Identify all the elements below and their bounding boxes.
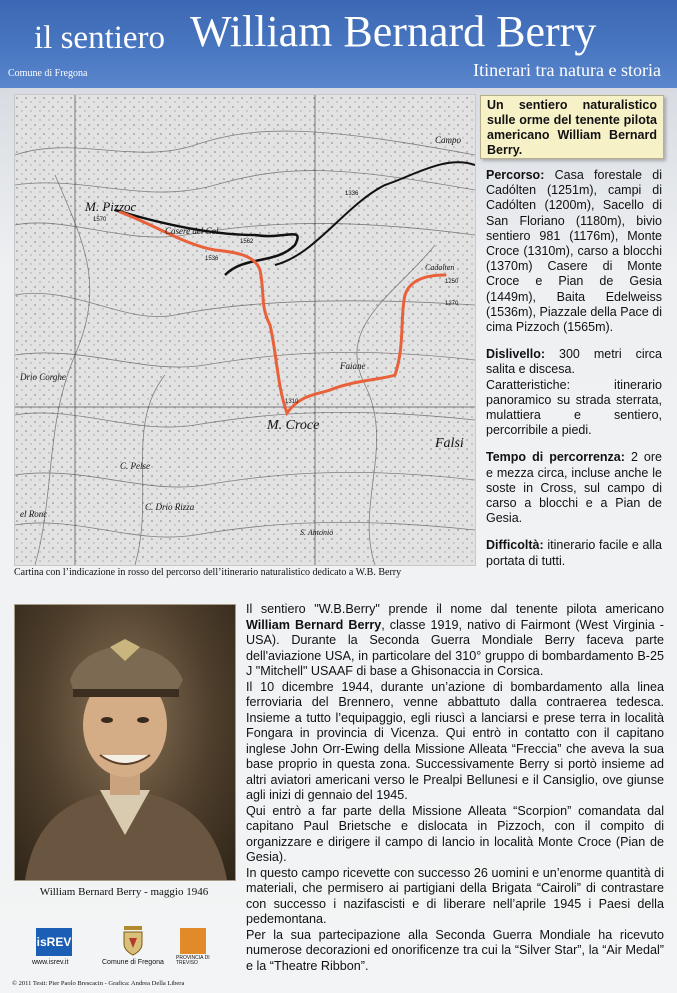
portrait-photo: [14, 604, 236, 881]
percorso-label: Percorso:: [486, 168, 545, 182]
map-label-drio-corghe: Drio Corghe: [20, 372, 66, 382]
comune-crest-icon: [120, 924, 146, 956]
biography: [246, 602, 664, 974]
subtitle: Itinerari tra natura e storia: [473, 60, 661, 80]
intro-box: Un sentiero naturalistico sulle orme del tenente pilota americano William Bernard Berry.: [480, 95, 664, 159]
elevation-label: 1562: [240, 239, 254, 245]
difficolta-label: Difficoltà:: [486, 538, 544, 553]
map-caption: Cartina con l’indicazione in rosso del percorso dell’itinerario naturalistico dedicato a W.B. Berry: [14, 567, 402, 578]
tempo-section: [486, 450, 662, 526]
elevation-label: 1250: [445, 279, 459, 285]
elevation-label: 1536: [205, 256, 219, 262]
page-title: William Bernard Berry: [190, 7, 597, 56]
tempo-text: 2 ore e mezza circa, incluse anche le soste in Cross, sul campo di carso a blocchi e a Pian de Gesia.: [486, 450, 662, 526]
map-label-casere: Casere del Col: [165, 226, 219, 236]
map-label-drio-rizza: C. Drio Rizza: [145, 502, 195, 512]
photo-caption: William Bernard Berry - maggio 1946: [39, 886, 209, 898]
bio-text: Il sentiero "W.B.Berry" prende il nome dal tenente pilota americano: [246, 602, 664, 616]
dislivello-text: 300 metri circa salita e discesa.: [486, 347, 662, 377]
isrev-url: www.isrev.it: [32, 959, 69, 966]
provincia-logo: [180, 928, 206, 954]
map-label-cadolten: Cadolten: [425, 263, 455, 272]
dislivello-section: [486, 347, 662, 438]
trail-map: [14, 94, 476, 566]
percorso-section: [486, 168, 662, 335]
elevation-label: 1570: [93, 217, 107, 223]
bio-paragraph: In questo campo ricevette con successo 26 uomini e un’enorme quantità di materiali, che permisero ai partigiani della Brigata “Cairoli” di contrastare con successo i nazifascisti e di liberare nell’aprile 1945 i Paesi della pedemontana.: [246, 865, 664, 926]
tempo-label: Tempo di percorrenza:: [486, 450, 625, 465]
caratteristiche-text: Caratteristiche: itinerario panoramico su strada sterrata, mulattiera e sentiero, percorribile a piedi.: [486, 377, 662, 438]
map-label-faiane: Faiane: [340, 361, 366, 371]
credits: © 2011 Testi: Pier Paolo Brescacin - Grafica: Andrea Della Libera: [12, 980, 185, 987]
bio-paragraph: Per la sua partecipazione alla Seconda Guerra Mondiale ha ricevuto numerose decorazioni ed onorificenze tra cui la “Silver Star”, la “Air Medal” e la “Theatre Ribbon”.: [246, 927, 664, 973]
title-prefix: il sentiero: [34, 20, 166, 56]
trail-info: [486, 168, 662, 581]
header-banner: [0, 0, 677, 88]
map-drawing: [15, 95, 475, 565]
bio-paragraph: Qui entrò a far parte della Missione Alleata “Scorpion” comandata dal capitano Paul Brietsche e dislocata in Pizzoch, con il compito di organizzare e dirigere il campo di lancio in località Monte Croce (Pian de Gesia).: [246, 803, 664, 864]
isrev-logo: isREV: [36, 928, 72, 956]
map-label-ronc: el Ronc: [20, 509, 48, 519]
comune-logo-label: Comune di Fregona: [102, 959, 164, 966]
percorso-text: Casa forestale di Cadólten (1251m), campi di Cadólten (1200m), Sacello di San Floriano (1180m), bivio sentiero 981 (1176m), Monte Croce (1310m), carso a blocchi (1370m) Casere di Monte Croce e Pian de Gesia (1449m), Baita Edelweiss (1536m), Piazzale della Pace di cima Pizzoch (1565m).: [486, 168, 662, 335]
comune-label: Comune di Fregona: [8, 68, 88, 79]
map-label-antonio: S. Antonio: [300, 528, 334, 537]
elevation-label: 1270: [445, 301, 459, 307]
elevation-label: 1310: [285, 399, 299, 405]
portrait-drawing: [15, 605, 235, 880]
difficolta-text: itinerario facile e alla portata di tutti.: [486, 538, 662, 568]
dislivello-label: Dislivello:: [486, 347, 546, 362]
sponsor-logos: [30, 924, 230, 974]
elevation-label: 1336: [345, 191, 359, 197]
map-label-croce: M. Croce: [267, 418, 320, 433]
bio-text: , classe 1919, nativo di Fairmont (West Virginia - USA). Durante la Seconda Guerra Mondiale Berry faceva parte dell'aviazione USA, in particolare del 310° gruppo di bombardamento B-25 J "Mitchell" USAAF di base a Ghisonaccia in Corsica.: [246, 617, 664, 678]
map-label-campo: Campo: [435, 135, 462, 145]
bio-paragraph: Il 10 dicembre 1944, durante un’azione di bombardamento alla linea ferroviaria del Brennero, venne abbattuto dalla contraerea tedesca. Insieme a tutto l’equipaggio, egli riuscì a lanciarsi e prese terra in località Fongara in provincia di Vicenza. Qui entrò in contatto con il capitano inglese John Orr-Ewing della Missione Alleata “Freccia” che aveva la sua base proprio in questa zona. Successivamente Berry si portò insieme ad altri aviatori americani verso le Prealpi Bellunesi e il Cansiglio, ove giunse agli inizi di gennaio del 1945.: [246, 679, 664, 802]
map-label-pizzoc: M. Pizzoc: [85, 199, 137, 214]
difficolta-section: [486, 538, 662, 568]
bio-paragraph: [246, 602, 664, 680]
bio-name: William Bernard Berry: [246, 617, 382, 632]
map-label-falsi: Falsi: [435, 436, 464, 451]
map-label-pelse: C. Pelse: [120, 461, 150, 471]
provincia-logo-label: PROVINCIA DI TREVISO: [176, 955, 210, 966]
